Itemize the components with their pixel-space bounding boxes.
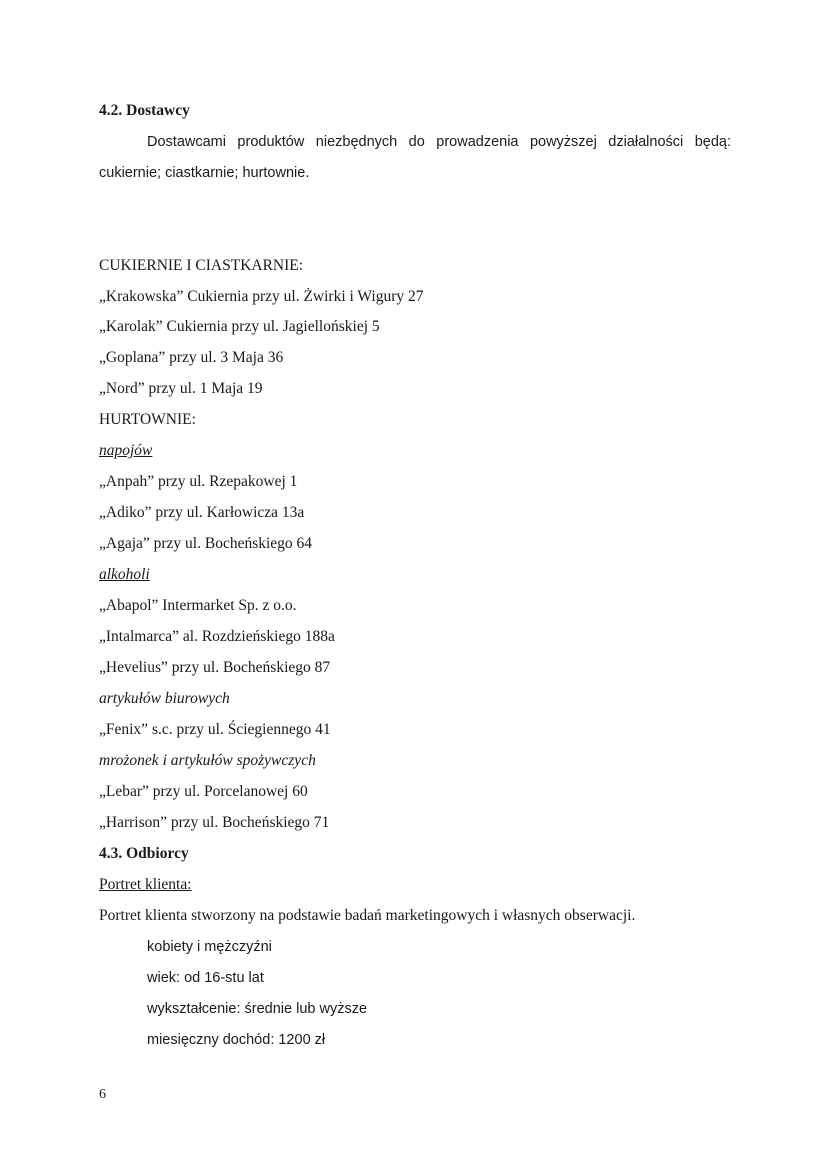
list-item: „Harrison” przy ul. Bocheńskiego 71 [99,814,330,831]
list-item: „Abapol” Intermarket Sp. z o.o. [99,597,297,614]
list-item: „Hevelius” przy ul. Bocheńskiego 87 [99,659,331,676]
list-item: „Goplana” przy ul. 3 Maja 36 [99,349,284,366]
section-4-2-heading: 4.2. Dostawcy [99,102,190,119]
client-feature: wykształcenie: średnie lub wyższe [147,1001,368,1017]
hurtownie-heading: HURTOWNIE: [99,411,196,428]
list-item: „Fenix” s.c. przy ul. Ściegiennego 41 [99,721,331,738]
page-number: 6 [99,1087,106,1102]
category-mrozonki: mrożonek i artykułów spożywczych [99,752,316,769]
intro-line-2: cukiernie; ciastkarnie; hurtownie. [99,165,310,181]
cukiernie-heading: CUKIERNIE I CIASTKARNIE: [99,257,304,274]
list-item: „Nord” przy ul. 1 Maja 19 [99,380,263,397]
intro-line-1: Dostawcami produktów niezbędnych do prowadzenia powyższej działalności będą: [147,134,731,150]
category-napojow: napojów [99,442,153,459]
list-item: „Karolak” Cukiernia przy ul. Jagiellońskiej 5 [99,318,380,335]
client-feature: wiek: od 16-stu lat [147,970,264,986]
list-item: „Krakowska” Cukiernia przy ul. Żwirki i Wigury 27 [99,288,424,305]
client-feature: kobiety i mężczyźni [147,939,272,955]
category-biurowe: artykułów biurowych [99,690,230,707]
list-item: „Intalmarca” al. Rozdzieńskiego 188a [99,628,335,645]
section-4-3-heading: 4.3. Odbiorcy [99,845,189,862]
list-item: „Agaja” przy ul. Bocheńskiego 64 [99,535,313,552]
portret-desc: Portret klienta stworzony na podstawie badań marketingowych i własnych obserwacji. [99,907,636,924]
category-alkoholi: alkoholi [99,566,150,583]
list-item: „Adiko” przy ul. Karłowicza 13a [99,504,305,521]
client-feature: miesięczny dochód: 1200 zł [147,1032,326,1048]
portret-label: Portret klienta: [99,876,192,893]
list-item: „Anpah” przy ul. Rzepakowej 1 [99,473,298,490]
list-item: „Lebar” przy ul. Porcelanowej 60 [99,783,308,800]
